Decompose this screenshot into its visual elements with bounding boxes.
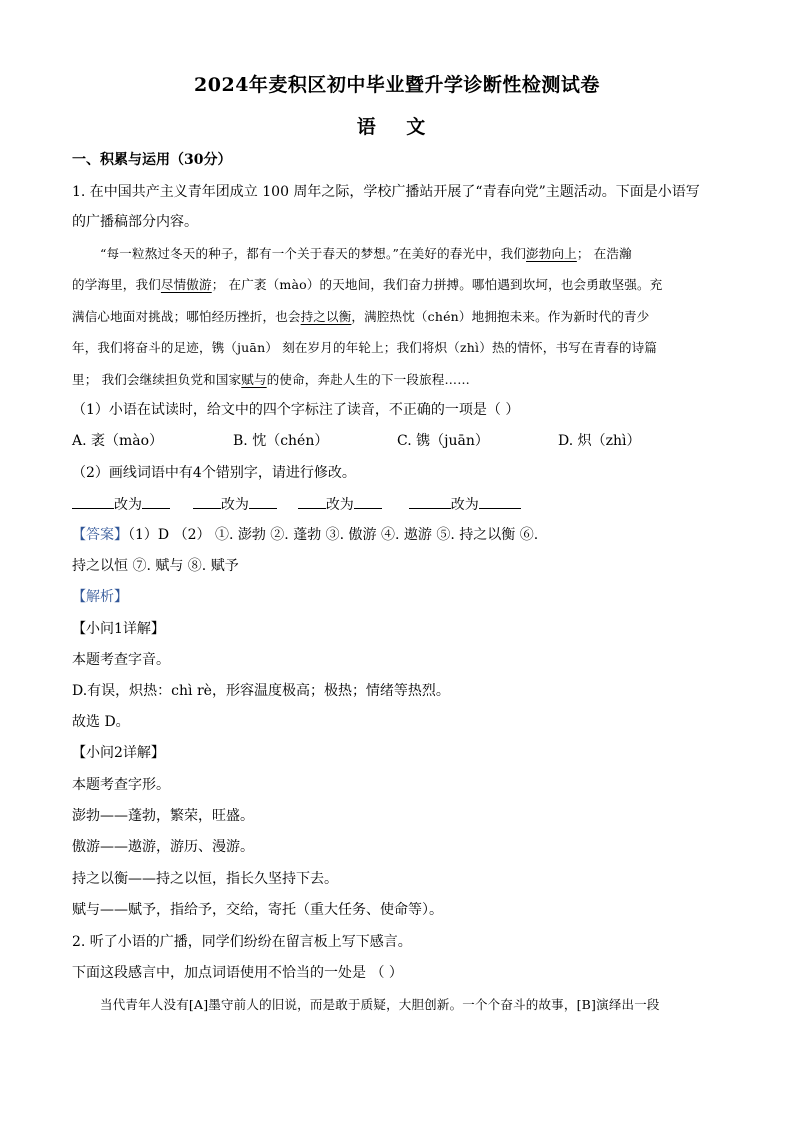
detail2-line3: 傲游——遨游，游历、漫游。 bbox=[72, 839, 254, 855]
answer-tag: 【答案】 bbox=[72, 527, 128, 543]
blank-label: 改为 bbox=[450, 497, 479, 513]
underlined-word: 澎勃向上 bbox=[526, 246, 577, 261]
answer-blank[interactable] bbox=[479, 494, 521, 509]
blank-row bbox=[72, 494, 521, 515]
passage-text: 满信心地面对挑战；哪怕经历挫折，也会 bbox=[72, 309, 301, 324]
blank-label: 改为 bbox=[114, 497, 142, 513]
option-d: D. 炽（zhì） bbox=[558, 433, 641, 449]
underlined-word: 持之以衡 bbox=[300, 309, 352, 324]
underlined-word: 赋与 bbox=[241, 372, 267, 387]
analysis-tag: 【解析】 bbox=[72, 589, 128, 605]
detail2-line4: 持之以衡——持之以恒，指长久坚持下去。 bbox=[72, 871, 338, 887]
underlined-word: 尽情傲游 bbox=[160, 277, 212, 292]
option-c: C. 镌（juān） bbox=[397, 433, 489, 449]
q2-passage-line1: 当代青年人没有[A]墨守前人的旧说，而是敢于质疑，大胆创新。一个个奋斗的故事，[B]演绎出一段 bbox=[100, 997, 660, 1012]
answer-blank[interactable] bbox=[142, 494, 170, 509]
q2-line2: 下面这段感言中，加点词语使用不恰当的一处是 （ ） bbox=[72, 965, 403, 981]
q1-sub1: （1）小语在试读时，给文中的四个字标注了读音，不正确的一项是（ ） bbox=[72, 402, 520, 418]
answer-blank[interactable] bbox=[193, 494, 221, 509]
detail1-line1: 本题考查字音。 bbox=[72, 652, 170, 668]
section-heading: 一、积累与运用（30分） bbox=[72, 152, 232, 168]
answer-blank[interactable] bbox=[409, 494, 451, 509]
passage-text: ； 在浩瀚 bbox=[576, 246, 632, 261]
answer-blank[interactable] bbox=[249, 494, 277, 509]
detail1-line3: 故选 D。 bbox=[72, 714, 130, 730]
passage-line5 bbox=[72, 370, 470, 390]
answer-blank[interactable] bbox=[298, 494, 326, 509]
answer-line1 bbox=[72, 525, 538, 545]
answer-line2: 持之以恒 ⑦. 赋与 ⑧. 赋予 bbox=[72, 558, 239, 574]
detail2-line1: 本题考查字形。 bbox=[72, 777, 170, 793]
passage-line4: 年，我们将奋斗的足迹，镌（juān） 刻在岁月的年轮上；我们将炽（zhì）热的情怀，书写在青春的诗篇 bbox=[72, 340, 658, 355]
blank-label: 改为 bbox=[220, 497, 249, 513]
option-a: A. 袤（mào） bbox=[72, 433, 164, 449]
passage-line1 bbox=[100, 244, 632, 264]
passage-line3 bbox=[72, 307, 649, 327]
blank-label: 改为 bbox=[325, 497, 354, 513]
passage-text: ，满腔热忱（chén）地拥抱未来。作为新时代的青少 bbox=[351, 309, 650, 324]
answer-blank[interactable] bbox=[72, 494, 114, 509]
passage-text: 的学海里，我们 bbox=[72, 277, 161, 292]
q1-sub2: （2）画线词语中有4个错别字，请进行修改。 bbox=[72, 465, 356, 481]
detail2-heading: 【小问2详解】 bbox=[72, 745, 165, 761]
answer-blank[interactable] bbox=[354, 494, 382, 509]
passage-text: 的使命，奔赴人生的下一段旅程…… bbox=[266, 372, 470, 387]
subject-title: 语 文 bbox=[356, 116, 438, 138]
detail2-line2: 澎勃——蓬勃，繁荣，旺盛。 bbox=[72, 808, 254, 824]
passage-text: 里； 我们会继续担负党和国家 bbox=[72, 372, 242, 387]
passage-text: ； 在广袤（mào）的天地间，我们奋力拼搏。哪怕遇到坎坷，也会勇敢坚强。充 bbox=[211, 277, 663, 292]
detail1-line2: D.有误，炽热：chì rè，形容温度极高；极热；情绪等热烈。 bbox=[72, 683, 450, 699]
detail1-heading: 【小问1详解】 bbox=[72, 621, 165, 637]
q1-stem-line2: 的广播稿部分内容。 bbox=[72, 214, 198, 230]
q1-stem-line1: 1. 在中国共产主义青年团成立 100 周年之际，学校广播站开展了“青春向党”主题活动。下面是小语写 bbox=[72, 184, 700, 200]
passage-text: “每一粒熬过冬天的种子，都有一个关于春天的梦想。”在美好的春光中，我们 bbox=[100, 246, 527, 261]
passage-line2 bbox=[72, 275, 662, 295]
detail2-line5: 赋与——赋予，指给予，交给，寄托（重大任务、使命等）。 bbox=[72, 902, 443, 918]
option-b: B. 忱（chén） bbox=[233, 433, 329, 449]
answer-text: （1）D （2） ①. 澎勃 ②. 蓬勃 ③. 傲游 ④. 遨游 ⑤. 持之以衡 ⑥. bbox=[128, 527, 539, 543]
q2-line1: 2. 听了小语的广播，同学们纷纷在留言板上写下感言。 bbox=[72, 934, 412, 950]
exam-title: 2024年麦积区初中毕业暨升学诊断性检测试卷 bbox=[194, 74, 600, 96]
